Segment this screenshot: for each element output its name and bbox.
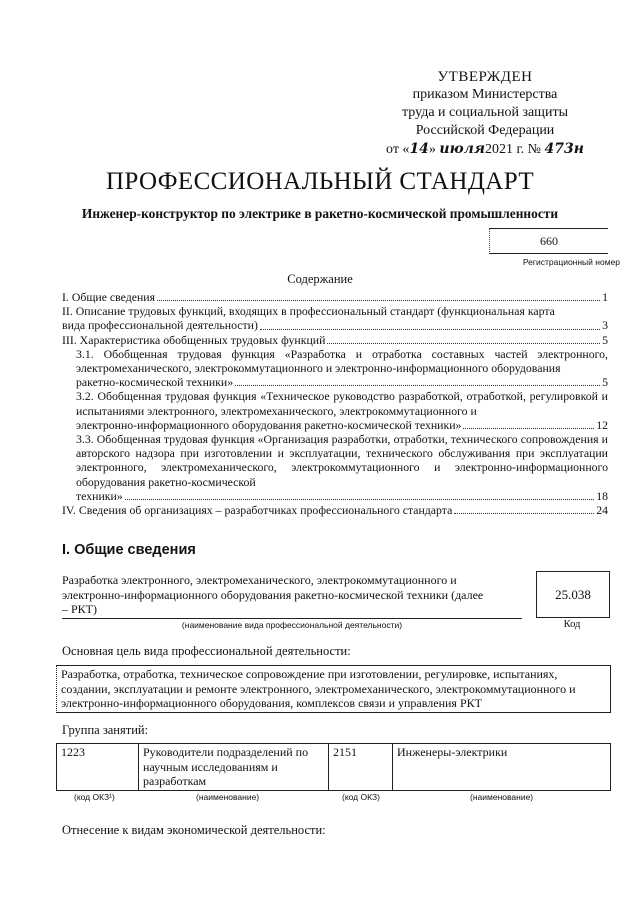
okz-code-cell: 1223 <box>57 744 139 791</box>
okz-code-caption: (код ОКЗ) <box>342 792 380 802</box>
toc-leader <box>327 343 600 344</box>
document-subtitle: Инженер-конструктор по электрике в ракетно-космической промышленности <box>81 206 559 221</box>
toc-item[interactable] <box>62 304 608 332</box>
toc-item-text: техники» <box>76 488 123 503</box>
toc-item-text: III. Характеристика обобщенных трудовых функций <box>62 332 326 347</box>
toc-item[interactable] <box>62 290 608 304</box>
toc-item[interactable] <box>62 389 608 432</box>
goal-text: Разработка, отработка, техническое сопровождение при изготовлении, регулировке, испытаниях, создании, эксплуатации и ремонте электронного, электромеханического, электрокоммутационного и электронно-информационного оборудования, комплексов связи и управления РКТ <box>61 667 576 710</box>
toc-item-text: IV. Сведения об организациях – разработчиках профессионального стандарта <box>62 503 453 518</box>
approval-block <box>350 68 620 159</box>
approval-line-1: приказом Министерства <box>412 87 558 102</box>
table-row <box>57 744 611 791</box>
date-year: 2021 г. № <box>485 142 545 157</box>
toc-item-text-lead: 3.1. Обобщенная трудовая функция «Разработка и отработка составных частей электронного, электромеханического, электрокоммутационного и электронно-информационного оборудования <box>76 346 608 376</box>
okz-code-cell: 2151 <box>329 744 393 791</box>
toc-item[interactable] <box>62 432 608 503</box>
activity-code: 25.038 <box>555 586 591 602</box>
table-of-contents <box>62 290 608 517</box>
registration-number-box <box>489 228 608 254</box>
registration-number-label: Регистрационный номер <box>522 257 620 267</box>
okz-name-cell: Инженеры-электрики <box>393 744 611 791</box>
toc-item-page: 18 <box>596 488 608 503</box>
okz-name-cell: Руководители подразделений по научным исследованиям и разработкам <box>139 744 329 791</box>
toc-item-text: I. Общие сведения <box>62 290 156 304</box>
section-heading: I. Общие сведения <box>62 542 196 558</box>
occupation-group-label: Группа занятий: <box>62 723 149 737</box>
approval-line-2: труда и социальной защиты <box>402 105 568 120</box>
toc-item-text-lead: 3.3. Обобщенная трудовая функция «Организация разработки, отработки, технического сопровождения и авторского надзора при изготовлении и эксплуатации, технического обслуживания при эксплуатации электронного, электромеханического, электрокоммутационного и электронно-информационного оборудования ракетно-космической <box>76 432 608 489</box>
toc-item[interactable] <box>62 347 608 390</box>
registration-number: 660 <box>540 233 558 248</box>
date-day: 14 <box>409 141 429 157</box>
toc-title: Содержание <box>287 272 353 286</box>
goal-text-box <box>56 665 611 713</box>
date-mid: » <box>428 142 440 157</box>
economic-activity-label: Отнесение к видам экономической деятельности: <box>62 823 326 837</box>
activity-kind-underline <box>62 618 522 619</box>
activity-code-box <box>536 571 610 618</box>
toc-leader <box>235 385 600 386</box>
toc-item-page: 12 <box>596 417 608 432</box>
toc-item-text-lead: II. Описание трудовых функций, входящих в профессиональный стандарт (функциональная карта <box>62 304 555 319</box>
activity-kind-text: Разработка электронного, электромеханического, электрокоммутационного и электронно-информационного оборудования ракетно-космической техники (далее – РКТ) <box>62 573 484 616</box>
toc-item-text: электронно-информационного оборудования ракетно-космической техники» <box>76 417 462 432</box>
goal-label: Основная цель вида профессиональной деятельности: <box>62 644 351 658</box>
activity-kind-caption: (наименование вида профессиональной деятельности) <box>181 620 403 630</box>
date-month: июля <box>439 141 486 157</box>
toc-item-text: вида профессиональной деятельности) <box>62 318 258 333</box>
okz-name-caption: (наименование) <box>196 792 260 802</box>
approval-title: УТВЕРЖДЕН <box>437 69 533 85</box>
occupation-group-table <box>56 743 611 791</box>
toc-item-text: ракетно-космической техники» <box>76 375 234 390</box>
toc-item-page: 5 <box>602 332 608 347</box>
document-title: ПРОФЕССИОНАЛЬНЫЙ СТАНДАРТ <box>105 168 535 195</box>
toc-item-page: 1 <box>602 290 608 304</box>
toc-leader <box>125 499 594 500</box>
toc-item[interactable] <box>62 503 608 517</box>
toc-item-page: 5 <box>602 375 608 390</box>
toc-leader <box>260 329 600 330</box>
date-prefix: от « <box>386 142 410 157</box>
toc-leader <box>463 428 594 429</box>
toc-leader <box>157 300 600 301</box>
approval-date-line <box>350 140 620 159</box>
okz-name-caption: (наименование) <box>470 792 534 802</box>
okz-code-caption: (код ОКЗ¹) <box>74 792 115 802</box>
approval-line-3: Российской Федерации <box>415 123 555 138</box>
order-number: 473н <box>544 141 584 157</box>
toc-item[interactable] <box>62 333 608 347</box>
toc-item-page: 3 <box>602 318 608 333</box>
toc-item-page: 24 <box>596 503 608 518</box>
toc-item-text-lead: 3.2. Обобщенная трудовая функция «Техническое руководство разработкой, отработкой, регулировкой и испытаниями электронного, электромеханического, электрокоммутационного и <box>76 389 608 418</box>
activity-code-caption: Код <box>563 619 581 630</box>
toc-leader <box>454 513 594 514</box>
